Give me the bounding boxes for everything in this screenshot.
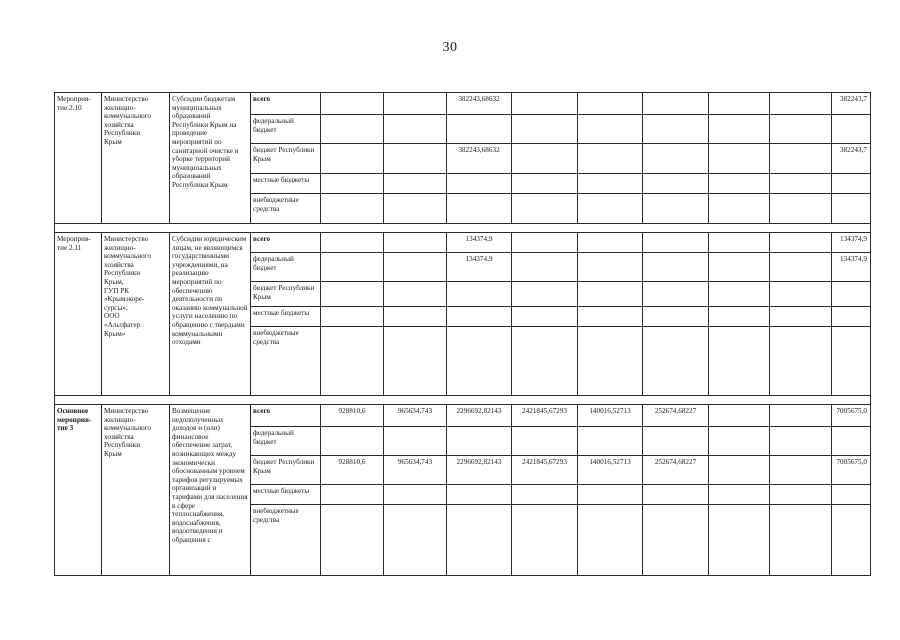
year-value-cell (447, 307, 512, 327)
year-value-cell (384, 485, 447, 505)
page-number: 30 (442, 40, 458, 55)
year-value-cell (384, 282, 447, 307)
year-value-cell (321, 115, 384, 144)
total-value-cell (832, 115, 871, 144)
year-value-cell (447, 505, 512, 576)
table-row (55, 233, 871, 253)
year-value-cell (643, 174, 709, 194)
year-value-cell (709, 456, 770, 485)
year-value-cell (578, 485, 643, 505)
year-value-cell (643, 485, 709, 505)
year-value-cell (384, 115, 447, 144)
table-row (55, 405, 871, 427)
year-value-cell (384, 144, 447, 174)
year-value-cell: 928810,6 (321, 456, 384, 485)
year-value-cell: 2421845,67293 (512, 405, 578, 427)
year-value-cell (447, 427, 512, 456)
year-value-cell (321, 282, 384, 307)
year-value-cell (321, 505, 384, 576)
funding-source-cell: всего (251, 93, 321, 115)
year-value-cell (578, 174, 643, 194)
year-value-cell (578, 327, 643, 396)
year-value-cell (578, 115, 643, 144)
year-value-cell (578, 233, 643, 253)
funding-source-cell: местные бюджеты (251, 174, 321, 194)
total-value-cell: 382243,7 (832, 93, 871, 115)
year-value-cell (578, 93, 643, 115)
year-value-cell (643, 327, 709, 396)
description-cell: Субсидии юридическим лицам, не являющимся государственными учреждениями, на реализацию мероприятий по обеспечению деятельности по оказанию коммунальной услуги населению по обращению с твердыми коммунальными отходами (170, 233, 251, 396)
year-value-cell (709, 307, 770, 327)
year-value-cell (321, 93, 384, 115)
year-value-cell (578, 427, 643, 456)
year-value-cell (709, 233, 770, 253)
year-value-cell (770, 405, 832, 427)
year-value-cell (384, 233, 447, 253)
year-value-cell: 140016,52713 (578, 405, 643, 427)
year-value-cell (512, 115, 578, 144)
year-value-cell: 140016,52713 (578, 456, 643, 485)
year-value-cell (512, 427, 578, 456)
year-value-cell (512, 144, 578, 174)
total-value-cell (832, 194, 871, 224)
year-value-cell (512, 194, 578, 224)
measure-cell: Основное мероприя- тие 3 (55, 405, 102, 576)
year-value-cell (643, 307, 709, 327)
year-value-cell (770, 253, 832, 282)
year-value-cell (384, 93, 447, 115)
year-value-cell (512, 93, 578, 115)
year-value-cell (321, 194, 384, 224)
year-value-cell (643, 115, 709, 144)
year-value-cell (643, 194, 709, 224)
year-value-cell (770, 282, 832, 307)
funding-source-cell: федеральный бюджет (251, 253, 321, 282)
year-value-cell: 965634,743 (384, 405, 447, 427)
year-value-cell (578, 282, 643, 307)
year-value-cell (770, 144, 832, 174)
year-value-cell: 382243,68632 (447, 93, 512, 115)
year-value-cell (578, 307, 643, 327)
year-value-cell (321, 253, 384, 282)
total-value-cell (832, 485, 871, 505)
year-value-cell (512, 174, 578, 194)
year-value-cell (770, 427, 832, 456)
budget-table (54, 92, 871, 576)
funding-source-cell: бюджет Республики Крым (251, 282, 321, 307)
year-value-cell (643, 233, 709, 253)
year-value-cell (321, 174, 384, 194)
year-value-cell (770, 233, 832, 253)
year-value-cell: 2421845,67293 (512, 456, 578, 485)
year-value-cell (709, 327, 770, 396)
funding-source-cell: федеральный бюджет (251, 427, 321, 456)
year-value-cell (770, 485, 832, 505)
year-value-cell (384, 253, 447, 282)
year-value-cell (321, 327, 384, 396)
funding-source-cell: местные бюджеты (251, 485, 321, 505)
year-value-cell (709, 115, 770, 144)
year-value-cell (512, 505, 578, 576)
year-value-cell (709, 253, 770, 282)
total-value-cell: 134374,9 (832, 233, 871, 253)
funding-source-cell: бюджет Республики Крым (251, 456, 321, 485)
funding-source-cell: всего (251, 405, 321, 427)
executor-cell: Министерство жилищно- коммунального хозяйства Республики Крым, ГУП РК «Крымэкоре- сурсы», ООО «Альтфатер Крым» (102, 233, 170, 396)
measure-cell: Мероприя- тие 2.11 (55, 233, 102, 396)
year-value-cell (512, 307, 578, 327)
year-value-cell: 252674,68227 (643, 405, 709, 427)
total-value-cell (832, 505, 871, 576)
measure-cell: Мероприя- тие 2.10 (55, 93, 102, 224)
year-value-cell (447, 174, 512, 194)
year-value-cell (709, 282, 770, 307)
year-value-cell (384, 307, 447, 327)
year-value-cell (643, 93, 709, 115)
year-value-cell (512, 282, 578, 307)
year-value-cell (709, 485, 770, 505)
year-value-cell (321, 427, 384, 456)
year-value-cell (709, 174, 770, 194)
year-value-cell: 2296692,82143 (447, 456, 512, 485)
year-value-cell (770, 93, 832, 115)
year-value-cell (770, 505, 832, 576)
year-value-cell: 2296692,82143 (447, 405, 512, 427)
funding-source-cell: всего (251, 233, 321, 253)
executor-cell: Министерство жилищно- коммунального хозяйства Республики Крым (102, 93, 170, 224)
year-value-cell (770, 327, 832, 396)
year-value-cell (709, 405, 770, 427)
total-value-cell: 134374,9 (832, 253, 871, 282)
year-value-cell (643, 282, 709, 307)
year-value-cell (770, 456, 832, 485)
year-value-cell (643, 427, 709, 456)
funding-source-cell: внебюджетные средства (251, 194, 321, 224)
year-value-cell (643, 144, 709, 174)
funding-source-cell: федеральный бюджет (251, 115, 321, 144)
year-value-cell (709, 144, 770, 174)
year-value-cell (321, 307, 384, 327)
year-value-cell: 928810,6 (321, 405, 384, 427)
funding-source-cell: бюджет Республики Крым (251, 144, 321, 174)
year-value-cell: 134374,9 (447, 233, 512, 253)
total-value-cell: 7005675,0 (832, 456, 871, 485)
year-value-cell (770, 115, 832, 144)
year-value-cell (384, 194, 447, 224)
table-row (55, 93, 871, 115)
year-value-cell: 382243,68632 (447, 144, 512, 174)
year-value-cell (384, 327, 447, 396)
year-value-cell (321, 485, 384, 505)
description-cell: Субсидии бюджетам муниципальных образований Республики Крым на проведение мероприятий по санитарной очистке и уборке территорий муниципальных образований Республики Крым (170, 93, 251, 224)
funding-source-cell: внебюджетные средства (251, 327, 321, 396)
block-gap (55, 224, 871, 233)
year-value-cell (447, 194, 512, 224)
year-value-cell (578, 194, 643, 224)
year-value-cell (770, 174, 832, 194)
year-value-cell (709, 93, 770, 115)
year-value-cell (643, 253, 709, 282)
year-value-cell (709, 505, 770, 576)
year-value-cell: 965634,743 (384, 456, 447, 485)
year-value-cell (709, 427, 770, 456)
year-value-cell (384, 505, 447, 576)
total-value-cell (832, 307, 871, 327)
year-value-cell (512, 253, 578, 282)
year-value-cell (512, 327, 578, 396)
year-value-cell (321, 144, 384, 174)
year-value-cell (709, 194, 770, 224)
year-value-cell (512, 233, 578, 253)
year-value-cell (384, 427, 447, 456)
year-value-cell (447, 115, 512, 144)
funding-source-cell: внебюджетные средства (251, 505, 321, 576)
year-value-cell (512, 485, 578, 505)
total-value-cell (832, 282, 871, 307)
total-value-cell: 7005675,0 (832, 405, 871, 427)
year-value-cell (384, 174, 447, 194)
year-value-cell (578, 505, 643, 576)
year-value-cell: 252674,68227 (643, 456, 709, 485)
year-value-cell (770, 307, 832, 327)
description-cell: Возмещение недополученных доходов и (или) финансовое обеспечение затрат, возникающих между экономически обоснованным уровнем тарифов регулируемых организаций и тарифами для населения в сфере теплоснабжения, водоснабжения, водоотведения и обращения с (170, 405, 251, 576)
total-value-cell (832, 427, 871, 456)
year-value-cell (447, 485, 512, 505)
year-value-cell (770, 194, 832, 224)
year-value-cell (578, 253, 643, 282)
year-value-cell (643, 505, 709, 576)
year-value-cell (447, 327, 512, 396)
year-value-cell (578, 144, 643, 174)
year-value-cell (321, 233, 384, 253)
total-value-cell (832, 327, 871, 396)
total-value-cell (832, 174, 871, 194)
total-value-cell: 382243,7 (832, 144, 871, 174)
year-value-cell (447, 282, 512, 307)
executor-cell: Министерство жилищно- коммунального хозяйства Республики Крым (102, 405, 170, 576)
block-gap (55, 396, 871, 405)
funding-source-cell: местные бюджеты (251, 307, 321, 327)
year-value-cell: 134374,9 (447, 253, 512, 282)
